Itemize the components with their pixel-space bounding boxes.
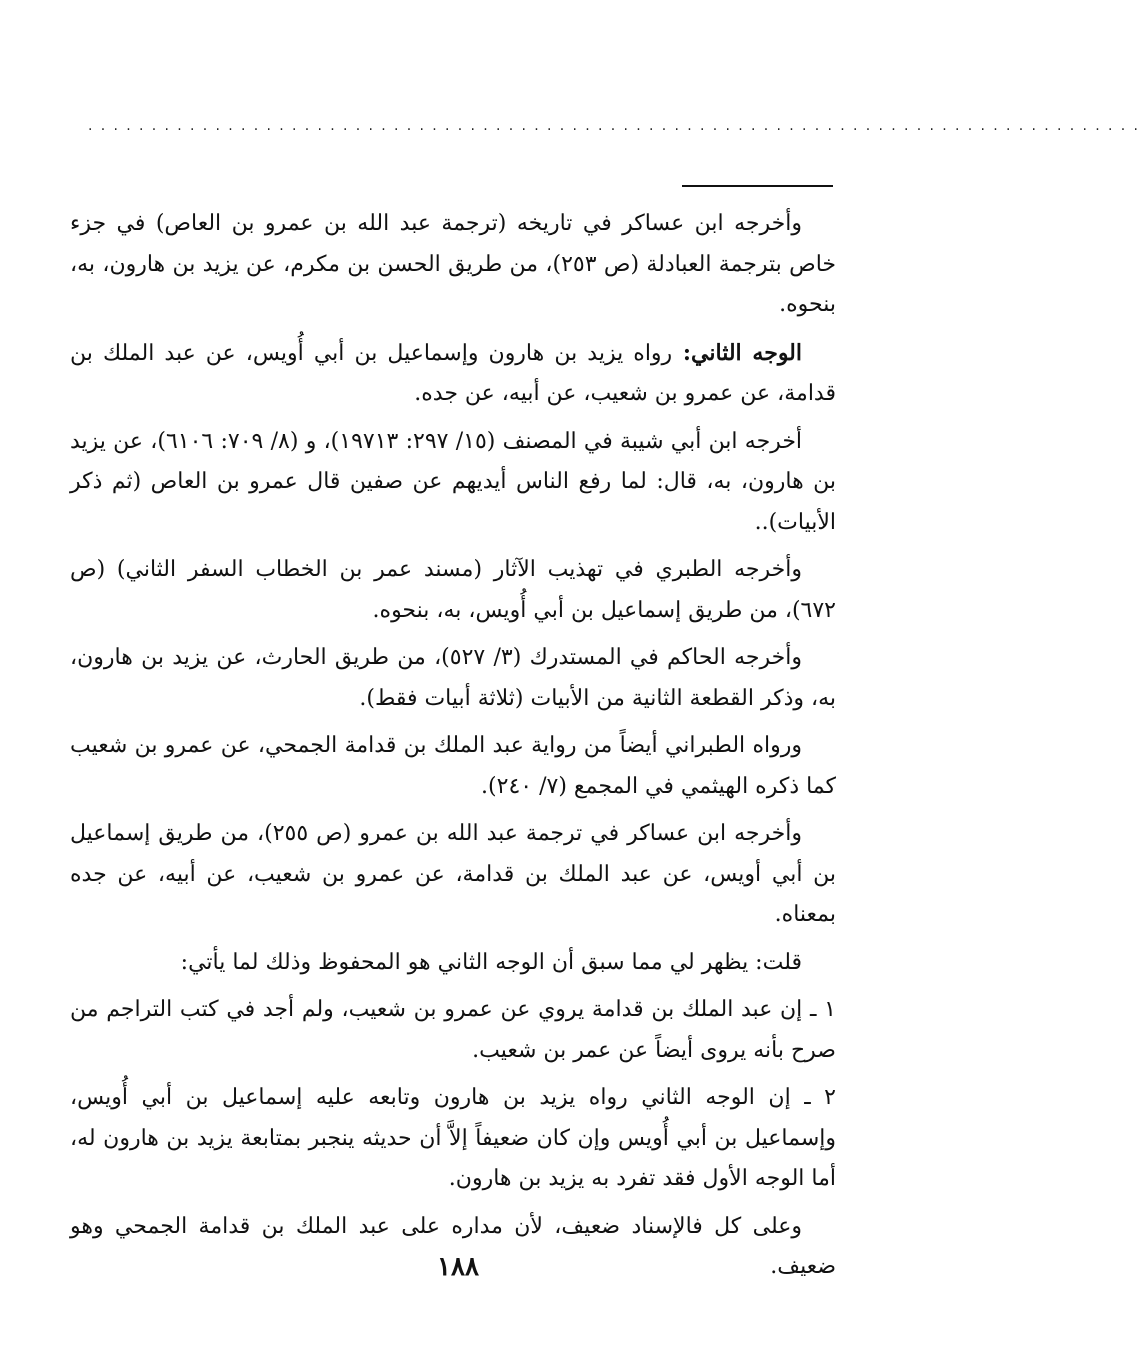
paragraph-text: وأخرجه ابن عساكر في تاريخه (ترجمة عبد الله بن عمرو بن العاص) في جزء خاص بترجمة العبادلة (ص ٢٥٣)، من طريق الحسن بن مكرم، عن يزيد بن هارون، به، بنحوه.	[70, 211, 837, 317]
paragraph-text: وأخرجه الطبري في تهذيب الآثار (مسند عمر بن الخطاب السفر الثاني) (ص ٦٧٢)، من طريق إسماعيل بن أبي أُويس، به، بنحوه.	[70, 557, 836, 623]
paragraph	[70, 726, 836, 807]
paragraph-text: قلت: يظهر لي مما سبق أن الوجه الثاني هو المحفوظ وذلك لما يأتي:	[180, 949, 802, 975]
separator-dots: ...................................................................................	[88, 118, 1146, 134]
paragraph	[70, 333, 836, 415]
paragraph-text: رواه يزيد بن هارون وإسماعيل بن أبي أُويس، عن عبد الملك بن قدامة، عن عمرو بن شعيب، عن أبيه، عن جده.	[70, 340, 836, 406]
paragraph-text: ١ ـ إن عبد الملك بن قدامة يروي عن عمرو بن شعيب، ولم أجد في كتب التراجم من صرح بأنه يروى أيضاً عن عمر بن شعيب.	[70, 997, 836, 1063]
page-number: ١٨٨	[437, 1252, 479, 1282]
paragraph-text: وأخرجه ابن عساكر في ترجمة عبد الله بن عمرو (ص ٢٥٥)، من طريق إسماعيل بن أبي أويس، عن عبد الملك بن قدامة، عن عمرو بن شعيب، عن أبيه، عن جده بمعناه.	[70, 821, 836, 927]
paragraph	[70, 422, 836, 544]
paragraph-text: ورواه الطبراني أيضاً من رواية عبد الملك بن قدامة الجمحي، عن عمرو بن شعيب كما ذكره الهيثمي في المجمع (٧/ ٢٤٠).	[70, 733, 836, 799]
paragraph-lead: الوجه الثاني:	[672, 339, 802, 366]
footnote-body	[70, 204, 836, 1295]
footnote-rule	[682, 185, 833, 187]
paragraph	[70, 638, 836, 719]
paragraph-text: ٢ ـ إن الوجه الثاني رواه يزيد بن هارون وتابعه عليه إسماعيل بن أبي أُويس، وإسماعيل بن أبي أُويس وإن كان ضعيفاً إلاَّ أن حديثه ينجبر بمتابعة يزيد بن هارون له، أما الوجه الأول فقد تفرد به يزيد بن هارون.	[70, 1085, 836, 1191]
paragraph-text: أخرجه ابن أبي شيبة في المصنف (١٥/ ٢٩٧: ١٩٧١٣)، و (٨/ ٧٠٩: ٦١٠٦)، عن يزيد بن هارون، به، قال: لما رفع الناس أيديهم عن صفين قال عمرو بن العاص (ثم ذكر الأبيات)..	[70, 428, 836, 535]
paragraph	[70, 204, 836, 326]
numbered-point	[70, 1078, 836, 1200]
paragraph	[70, 814, 836, 936]
paragraph	[70, 550, 836, 631]
paragraph	[70, 943, 836, 984]
numbered-point	[70, 990, 836, 1071]
paragraph-text: وأخرجه الحاكم في المستدرك (٣/ ٥٢٧)، من طريق الحارث، عن يزيد بن هارون، به، وذكر القطعة الثانية من الأبيات (ثلاثة أبيات فقط).	[70, 645, 836, 711]
paragraph-text: وعلى كل فالإسناد ضعيف، لأن مداره على عبد الملك بن قدامة الجمحي وهو ضعيف.	[70, 1213, 836, 1279]
